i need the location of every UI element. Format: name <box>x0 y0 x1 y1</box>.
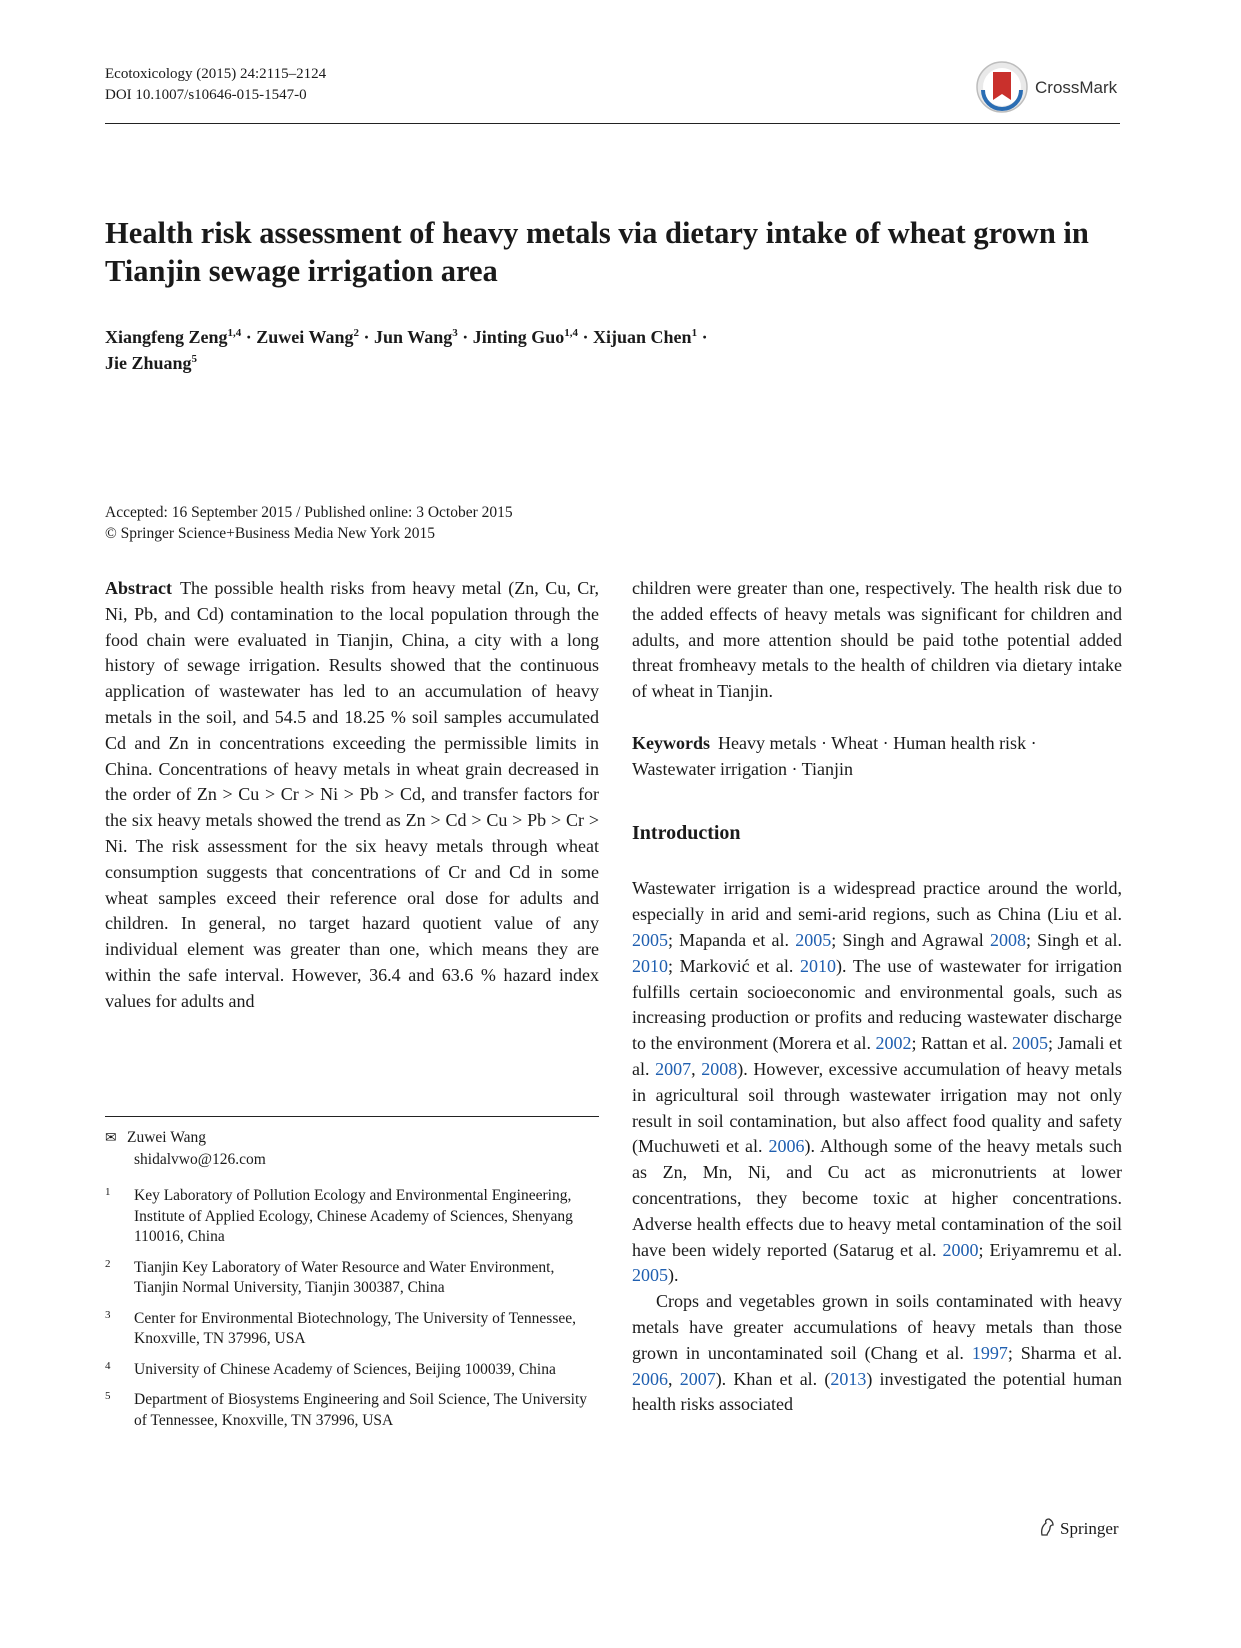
author[interactable] <box>105 353 197 373</box>
citation-link[interactable]: 2010 <box>632 955 668 976</box>
introduction-paragraph-2 <box>632 1289 1122 1418</box>
affiliation-text: University of Chinese Academy of Sciences, Beijing 100039, China <box>134 1360 556 1378</box>
doi[interactable]: DOI 10.1007/s10646-015-1547-0 <box>105 87 307 103</box>
crossmark-label: CrossMark <box>1035 78 1118 97</box>
author-name: Zuwei Wang <box>256 327 354 347</box>
author-name: Jinting Guo <box>472 327 565 347</box>
paragraph-text: , <box>691 1058 702 1079</box>
paragraph-text: ) investigated the potential human health risks associated <box>632 1368 1123 1415</box>
corresponding-email[interactable]: shidalvwo@126.com <box>134 1151 266 1168</box>
citation-link[interactable]: 2005 <box>632 1265 668 1286</box>
footnote-divider <box>105 1116 599 1117</box>
paragraph-text: ). Khan et al. ( <box>715 1368 831 1389</box>
paragraph-text: ; Singh et al. <box>1025 929 1122 950</box>
article-dates <box>105 502 513 544</box>
author-affiliation-mark: 5 <box>191 353 198 365</box>
paragraph-text: , <box>668 1368 680 1389</box>
affiliation-number: 5 <box>105 1390 111 1402</box>
affiliation-number: 4 <box>105 1359 111 1372</box>
abstract-text-left: The possible health risks from heavy metal (Zn, Cu, Cr, Ni, Pb, and Cd) contamination to the local population through the food chain were evaluated in Tianjin, China, a city with a long history of sewage irrigation. Results showed that the continuous application of wastewater has led to an accumulation of heavy metals in the soil, and 54.5 and 18.25 % soil samples accumulated Cd and Zn in concentrations exceeding the permissible limits in China. Concentrations of heavy metals in wheat grain decreased in the order of Zn > Cu > Cr > Ni > Pb > Cd, and transfer factors for the six heavy metals showed the trend as Zn > Cd > Cu > Pb > Cr > Ni. The risk assessment for the six heavy metals through wheat consumption suggests that concentrations of Cr and Cd in some wheat samples exceed their reference oral dose for adults and children. In general, no target hazard quotient value of any individual element was greater than one, which means they are within the safe interval. However, 36.4 and 63.6 % hazard index values for adults and <box>105 578 599 1011</box>
paragraph-text: ; Singh and Agrawal <box>831 929 990 950</box>
abstract-column <box>105 576 599 1015</box>
paragraph-text: ; Marković et al. <box>668 955 801 976</box>
affiliation-number: 3 <box>105 1308 111 1321</box>
paragraph-text: ; Eriyamremu et al. <box>978 1239 1122 1260</box>
affiliation-item <box>105 1360 599 1381</box>
author[interactable] <box>374 327 458 347</box>
affiliation-item <box>105 1309 599 1350</box>
affiliation-text: Tianjin Key Laboratory of Water Resource and Water Environment, Tianjin Normal University, Tianjin 300387, China <box>134 1258 555 1296</box>
author[interactable] <box>256 327 359 347</box>
author-name: Xijuan Chen <box>593 327 692 347</box>
affiliation-text: Center for Environmental Biotechnology, The University of Tennessee, Knoxville, TN 37996, USA <box>134 1309 576 1347</box>
affiliation-item <box>105 1390 599 1431</box>
citation-link[interactable]: 2006 <box>768 1136 805 1157</box>
citation-link[interactable]: 2005 <box>795 929 832 950</box>
publisher-name: Springer <box>1060 1519 1119 1538</box>
author-name: Jun Wang <box>374 327 453 347</box>
citation-link[interactable]: 2008 <box>989 929 1026 950</box>
paragraph-text: ; Sharma et al. <box>1007 1342 1123 1363</box>
correspondence <box>105 1127 266 1170</box>
section-heading-introduction: Introduction <box>632 821 741 844</box>
citation-link[interactable]: 2008 <box>701 1058 738 1079</box>
abstract-heading: Abstract <box>105 578 172 598</box>
author[interactable] <box>105 327 241 347</box>
paragraph-text: ; Mapanda et al. <box>668 929 796 950</box>
keywords-text: Heavy metals · Wheat · Human health risk · Wastewater irrigation · Tianjin <box>632 732 1037 779</box>
citation-link[interactable]: 2002 <box>875 1033 912 1054</box>
journal-info <box>105 64 326 106</box>
paragraph-text: ). However, excessive accumulation of heavy metals in agricultural soil through wastewater irrigation may not only result in soil contamination, but also affect food quality and safety (Muchuweti et al. <box>632 1058 1122 1157</box>
paragraph-text: ). <box>668 1265 679 1286</box>
citation-link[interactable]: 2005 <box>632 929 668 950</box>
citation-link[interactable]: 2010 <box>800 955 837 976</box>
envelope-icon: ✉ <box>105 1130 117 1146</box>
publication-dates: Accepted: 16 September 2015 / Published online: 3 October 2015 <box>105 504 513 521</box>
abstract-paragraph <box>105 576 599 1015</box>
citation-link[interactable]: 2007 <box>679 1368 716 1389</box>
header-divider <box>105 123 1120 124</box>
author-affiliation-mark: 1,4 <box>564 327 579 339</box>
affiliation-item <box>105 1258 599 1299</box>
crossmark-badge[interactable] <box>975 60 1133 116</box>
affiliations <box>105 1186 599 1441</box>
citation-link[interactable]: 2005 <box>1012 1033 1048 1054</box>
paragraph-text: ). Although some of the heavy metals such as Zn, Mn, Ni, and Cu act as micronutrients at lower concentrations, they become toxic at higher concentrations. Adverse health effects due to heavy metal contamination of the soil have been widely reported (Satarug et al. <box>632 1136 1122 1260</box>
affiliation-number: 1 <box>105 1186 111 1198</box>
citation-link[interactable]: 2000 <box>942 1239 979 1260</box>
affiliation-number: 2 <box>105 1257 111 1270</box>
crossmark-icon <box>975 60 1029 114</box>
paragraph-text: ). The use of wastewater for irrigation fulfills certain socioeconomic and environmental goals, such as increasing production or profits and reducing wastewater discharge to the environment (Morera et al. <box>632 955 1122 1054</box>
author-affiliation-mark: 1,4 <box>227 327 242 339</box>
springer-horse-icon <box>1038 1517 1056 1537</box>
journal-citation: Ecotoxicology (2015) 24:2115–2124 <box>105 66 327 82</box>
author-list: Xiangfeng Zeng$^{1,4}$ · Zuwei Wang$^2$ · Jun Wang$^3$ · Jinting Guo$^{1,4}$ · Xijuan Chen$^1$ · Jie Zhuang$^5$ <box>105 327 708 373</box>
copyright: © Springer Science+Business Media New York 2015 <box>105 525 436 542</box>
paragraph-text: Crops and vegetables grown in soils contaminated with heavy metals have greater accumulations of heavy metals than those grown in uncontaminated soil (Chang et al. <box>632 1291 1122 1363</box>
paragraph-text: ; Jamali et al. <box>632 1033 1122 1079</box>
citation-link[interactable]: 1997 <box>971 1342 1008 1363</box>
keywords <box>632 731 1122 783</box>
citation-link[interactable]: 2007 <box>655 1058 692 1079</box>
publisher-logo <box>1038 1517 1119 1539</box>
article-title: Health risk assessment of heavy metals via dietary intake of wheat grown in Tianjin sewage irrigation area <box>105 216 1089 288</box>
author-affiliation-mark: 3 <box>452 327 458 339</box>
introduction-paragraph-1 <box>632 876 1122 1289</box>
author[interactable] <box>593 327 697 347</box>
affiliation-text: Department of Biosystems Engineering and Soil Science, The University of Tennessee, Knoxville, TN 37996, USA <box>134 1391 587 1429</box>
affiliation-text: Key Laboratory of Pollution Ecology and Environmental Engineering, Institute of Applied Ecology, Chinese Academy of Sciences, Shenyang 110016, China <box>134 1187 573 1245</box>
keywords-heading: Keywords <box>632 732 710 753</box>
paragraph-text: Wastewater irrigation is a widespread practice around the world, especially in arid and semi-arid regions, such as China (Liu et al. <box>632 878 1122 925</box>
corresponding-author: Zuwei Wang <box>127 1129 206 1146</box>
author[interactable] <box>473 327 578 347</box>
citation-link[interactable]: 2013 <box>830 1368 867 1389</box>
abstract-text-right: children were greater than one, respectively. The health risk due to the added effects of heavy metals was significant for children and adults, and more attention should be paid tothe potential added threat fromheavy metals to the health of children via dietary intake of wheat in Tianjin. <box>632 578 1122 702</box>
author-name: Jie Zhuang <box>105 353 192 373</box>
affiliation-item <box>105 1186 599 1248</box>
right-column <box>632 576 1122 1418</box>
paragraph-text: ; Rattan et al. <box>911 1033 1012 1054</box>
author-affiliation-mark: 1 <box>691 327 698 339</box>
author-affiliation-mark: 2 <box>353 327 359 339</box>
citation-link[interactable]: 2006 <box>632 1368 668 1389</box>
author-name: Xiangfeng Zeng <box>105 327 228 347</box>
